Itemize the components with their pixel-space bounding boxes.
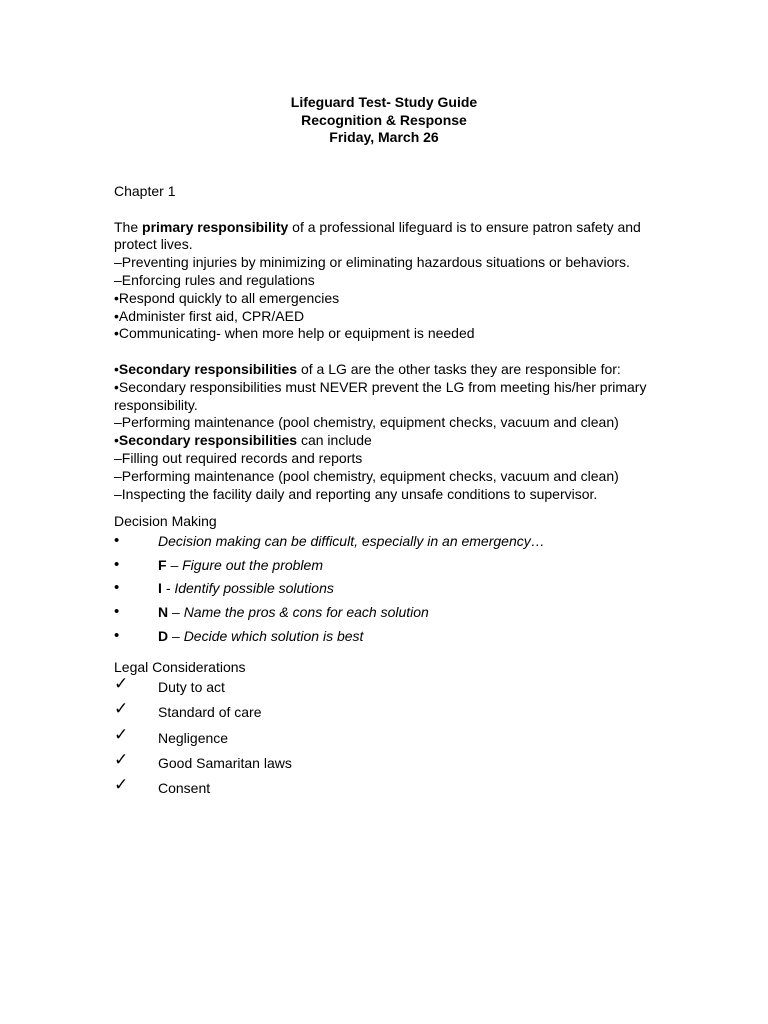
bullet-icon: • (114, 532, 120, 550)
secondary-item: –Performing maintenance (pool chemistry, equipment checks, vacuum and clean) (114, 467, 619, 484)
list-item: • F – Figure out the problem (114, 555, 323, 573)
legal-considerations-heading: Legal Considerations (114, 659, 246, 676)
list-item: ✓ Good Samaritan laws (114, 749, 292, 771)
list-item: • D – Decide which solution is best (114, 626, 364, 644)
document-title: Lifeguard Test- Study Guide (290, 94, 478, 110)
secondary-line: •Secondary responsibilities must NEVER prevent the LG from meeting his/her primary responsibility. (114, 378, 647, 413)
secondary-intro: •Secondary responsibilities of a LG are the other tasks they are responsible for: (114, 360, 621, 377)
document-body (114, 183, 654, 803)
secondary-line: –Performing maintenance (pool chemistry, equipment checks, vacuum and clean) (114, 414, 619, 431)
checkmark-icon: ✓ (114, 724, 129, 745)
secondary-responsibilities-term: Secondary responsibilities (118, 360, 298, 377)
decision-making-list (114, 531, 654, 649)
primary-item: –Enforcing rules and regulations (114, 271, 315, 288)
document-date: Friday, March 26 (329, 129, 439, 145)
secondary-item: –Inspecting the facility daily and reporting any unsafe conditions to supervisor. (114, 485, 598, 502)
primary-item: –Preventing injuries by minimizing or eliminating hazardous situations or behaviors. (114, 254, 630, 271)
secondary-responsibilities-term: Secondary responsibilities (118, 432, 298, 449)
primary-item: •Respond quickly to all emergencies (114, 289, 340, 306)
secondary-item: –Filling out required records and reports (114, 449, 363, 466)
bullet-icon: • (114, 626, 120, 644)
bullet-icon: • (114, 602, 120, 620)
document-subtitle: Recognition & Response (301, 111, 467, 128)
legal-considerations-list (114, 673, 654, 803)
primary-responsibility-paragraph: The primary responsibility of a professional lifeguard is to ensure patron safety and protect lives. (114, 218, 641, 253)
list-item: • N – Name the pros & cons for each solution (114, 602, 429, 620)
document-header (0, 94, 768, 147)
bullet-icon: • (114, 555, 120, 573)
checkmark-icon: ✓ (114, 749, 129, 770)
primary-item: •Communicating- when more help or equipment is needed (114, 325, 475, 342)
list-item: ✓ Standard of care (114, 699, 262, 721)
checkmark-icon: ✓ (114, 673, 129, 694)
list-item: • Decision making can be difficult, especially in an emergency… (114, 532, 545, 550)
list-item: • I - Identify possible solutions (114, 579, 334, 597)
primary-responsibility-term: primary responsibility (142, 218, 289, 235)
chapter-heading: Chapter 1 (114, 183, 176, 199)
bullet-icon: • (114, 579, 120, 597)
primary-item: •Administer first aid, CPR/AED (114, 307, 305, 324)
checkmark-icon: ✓ (114, 699, 129, 720)
checkmark-icon: ✓ (114, 775, 129, 796)
list-item: ✓ Negligence (114, 724, 229, 746)
secondary-include: •Secondary responsibilities can include (114, 432, 372, 449)
list-item: ✓ Consent (114, 775, 211, 797)
list-item: ✓ Duty to act (114, 673, 225, 695)
decision-making-heading: Decision Making (114, 513, 217, 530)
